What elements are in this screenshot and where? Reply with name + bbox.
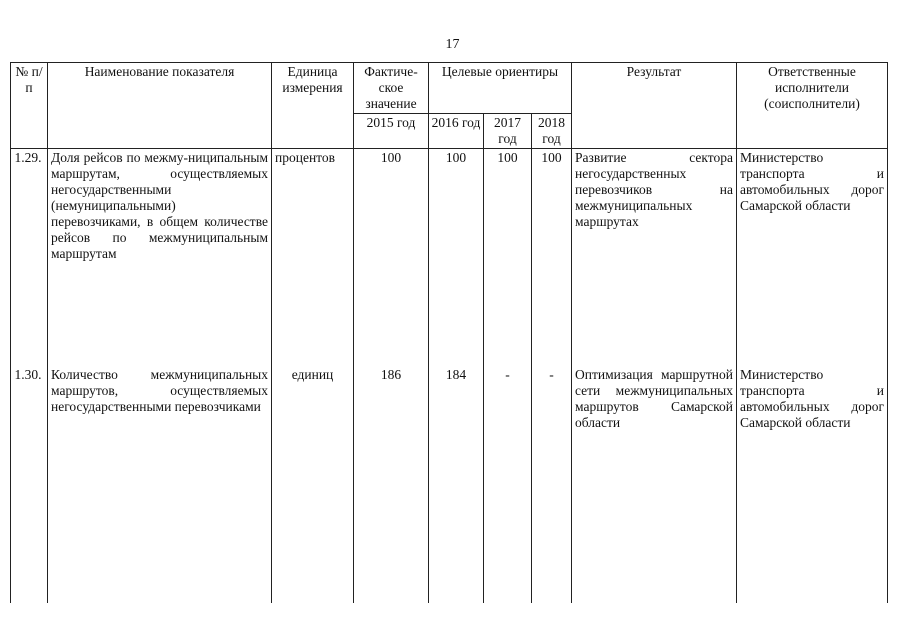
value-2017: - [484,366,532,603]
header-target: Целевые ориентиры [429,63,572,114]
indicator-name: Доля рейсов по межму-ниципальным маршрутам, осуществляемых негосударственными (немуниципальными) перевозчиками, в общем количестве рейсов по межмуниципальным маршрутам [48,149,272,367]
page-number: 17 [445,37,460,52]
value-2017: 100 [484,149,532,367]
value-2015: 100 [354,149,429,367]
result-cell: Оптимизация маршрутной сети межмуниципальных маршрутов Самарской области [572,366,737,603]
table-body [11,149,888,604]
value-2018: 100 [532,149,572,367]
header-year-2015: 2015 год [354,114,429,149]
header-unit: Единица измерения [272,63,354,149]
value-2018: - [532,366,572,603]
table-row [11,366,888,603]
value-2015: 186 [354,366,429,603]
table-header [11,63,888,149]
header-result: Результат [572,63,737,149]
value-2016: 184 [429,366,484,603]
table-row [11,149,888,367]
indicators-table [10,62,888,603]
indicator-name: Количество межмуниципальных маршрутов, осуществляемых негосударственными перевозчиками [48,366,272,603]
responsible-cell: Министерство транспорта и автомобильных дорог Самарской области [737,366,888,603]
value-2016: 100 [429,149,484,367]
header-num: № п/п [11,63,48,149]
responsible-cell: Министерство транспорта и автомобильных дорог Самарской области [737,149,888,367]
unit-cell: процентов [272,149,354,367]
header-actual: Фактиче-ское значение [354,63,429,114]
header-responsible: Ответственные исполнители (соисполнители) [737,63,888,149]
row-num: 1.30. [11,366,48,603]
header-year-2016: 2016 год [429,114,484,149]
header-year-2017: 2017 год [484,114,532,149]
header-name: Наименование показателя [48,63,272,149]
result-cell: Развитие сектора негосударственных перевозчиков на межмуниципальных маршрутах [572,149,737,367]
row-num: 1.29. [11,149,48,367]
indicators-table-wrapper [10,62,888,603]
header-year-2018: 2018 год [532,114,572,149]
unit-cell: единиц [272,366,354,603]
